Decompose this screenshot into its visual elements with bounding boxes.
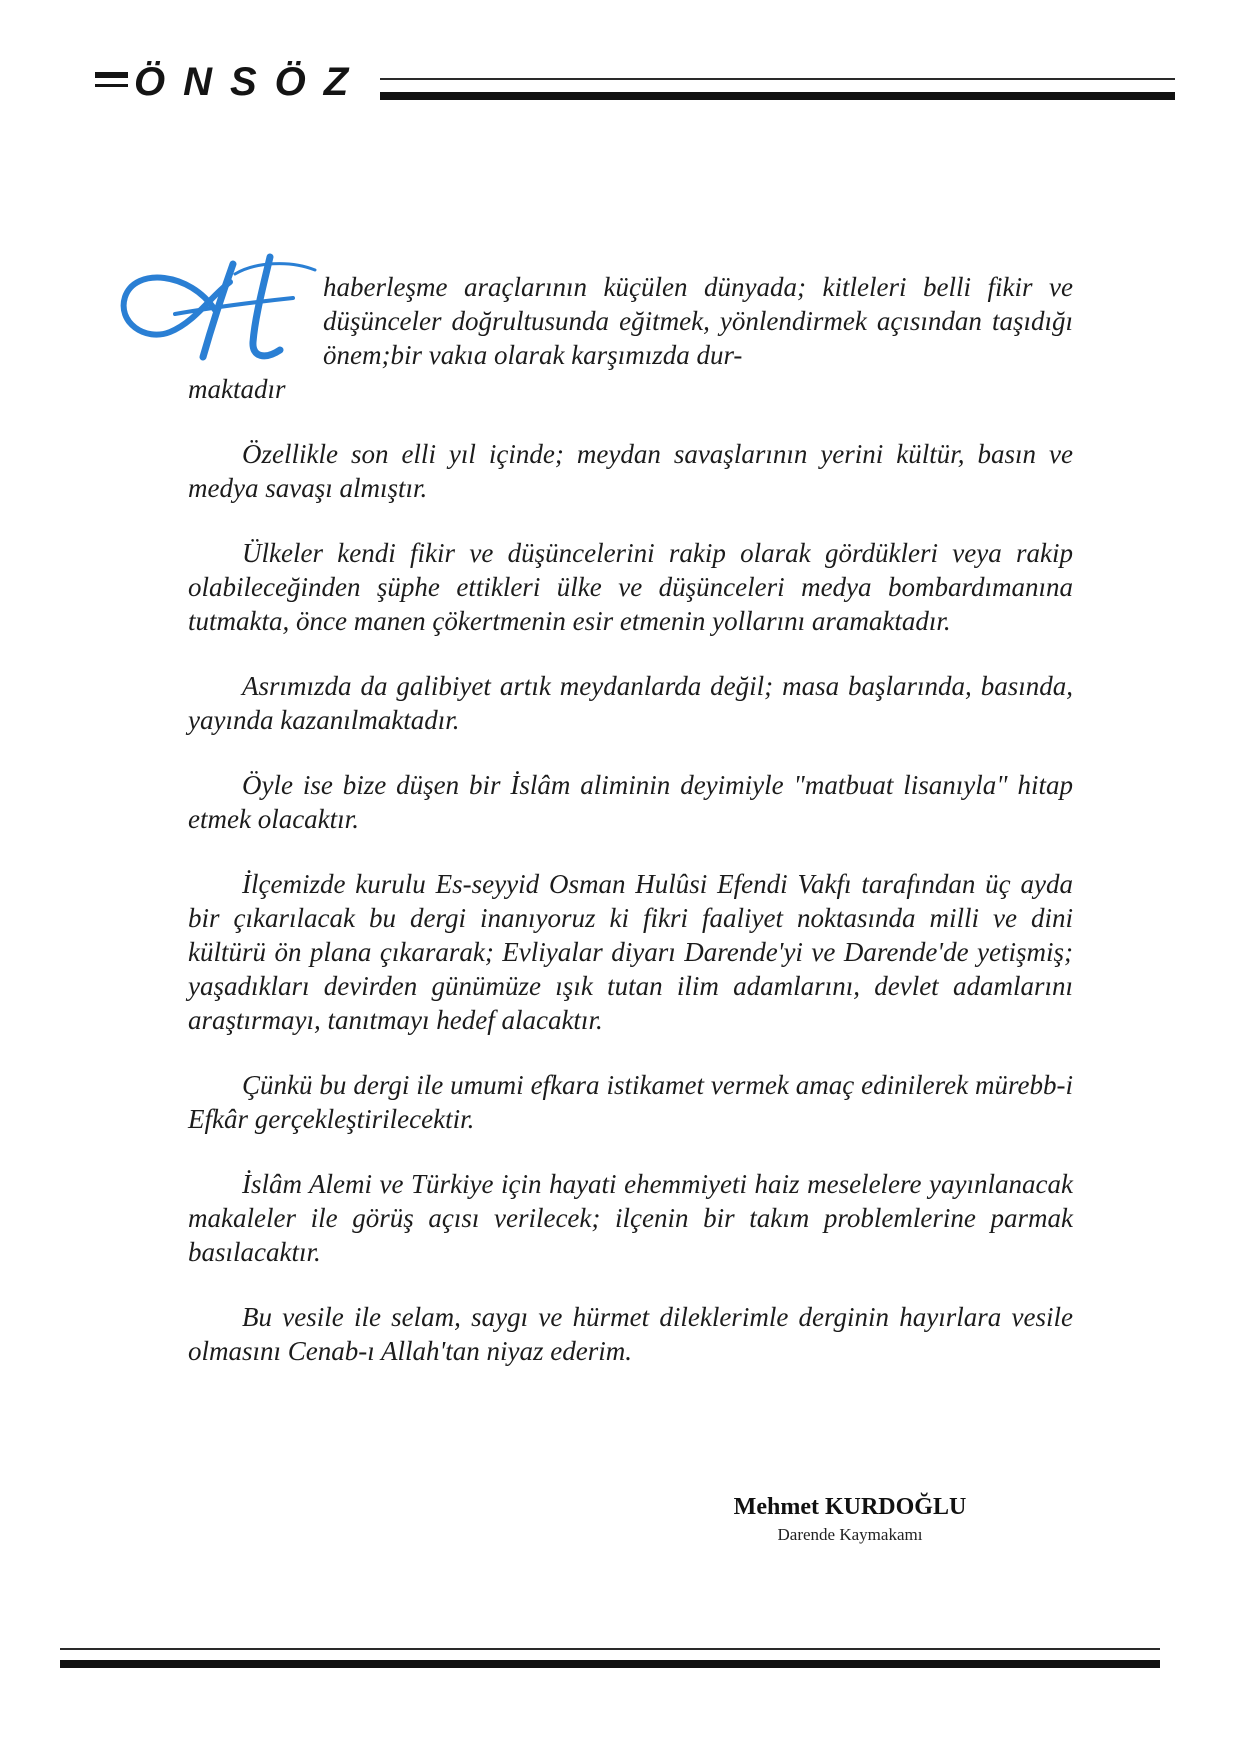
foreword-body [188, 270, 1073, 1399]
paragraph-8: İslâm Alemi ve Türkiye için hayati ehemmiyeti haiz meselelere yayınlanacak makaleler ile görüş açısı verilecek; ilçenin bir takım problemlerine parmak basılacaktır. [188, 1169, 1073, 1267]
paragraph-7: Çünkü bu dergi ile umumi efkara istikamet vermek amaç edinilerek mürebb-i Efkâr gerçekleştirilecektir. [188, 1070, 1073, 1134]
signature-name: Mehmet KURDOĞLU [733, 1494, 967, 1520]
header-rule-thin [380, 78, 1175, 80]
paragraph-3: Ülkeler kendi fikir ve düşüncelerini rakip olarak gördükleri veya rakip olabileceğinden şüphe ettikleri ülke ve düşünceleri medya bombardımanına tutmakta, önce manen çökertmenin esir etmenin yollarını aramaktadır. [188, 538, 1073, 636]
paragraph-9: Bu vesile ile selam, saygı ve hürmet dileklerimle derginin hayırlara vesile olmasını Cenab-ı Allah'tan niyaz ederim. [188, 1302, 1073, 1366]
footer-rule-thick [60, 1660, 1160, 1668]
footer-rule-thin [60, 1648, 1160, 1650]
page-title: ÖNSÖZ [134, 60, 367, 104]
header-rule-thick [380, 92, 1175, 100]
paragraph-6: İlçemizde kurulu Es-seyyid Osman Hulûsi Efendi Vakfı tarafından üç ayda bir çıkarılacak bu dergi inanıyoruz ki fikri faaliyet noktasında milli ve dini kültürü ön plana çıkararak; Evliyalar diyarı Darende'yi ve Darende'de yetişmiş; yaşadıkları devirden günümüze ışık tutan ilim adamlarını, devlet adamlarını araştırmayı, tanıtmayı hedef alacaktır. [188, 869, 1073, 1035]
paragraph-2: Özellikle son elli yıl içinde; meydan savaşlarının yerini kültür, basın ve medya savaşı almıştır. [188, 439, 1073, 503]
paragraph-4: Asrımızda da galibiyet artık meydanlarda değil; masa başlarında, basında, yayında kazanılmaktadır. [188, 671, 1073, 735]
paragraph-1-tail: maktadır [188, 374, 286, 404]
header-rule-left [95, 72, 128, 78]
signature-title: Darende Kaymakamı [777, 1525, 923, 1544]
header-rule-left-thin [95, 84, 128, 87]
paragraph-1: haberleşme araçlarının küçülen dünyada; kitleleri belli fikir ve düşünceler doğrultusunda eğitmek, yönlendirmek açısından taşıdığı önem;bir vakıa olarak karşımızda dur- [323, 272, 1073, 370]
paragraph-5: Öyle ise bize düşen bir İslâm aliminin deyimiyle "matbuat lisanıyla" hitap etmek olacaktır. [188, 770, 1073, 834]
